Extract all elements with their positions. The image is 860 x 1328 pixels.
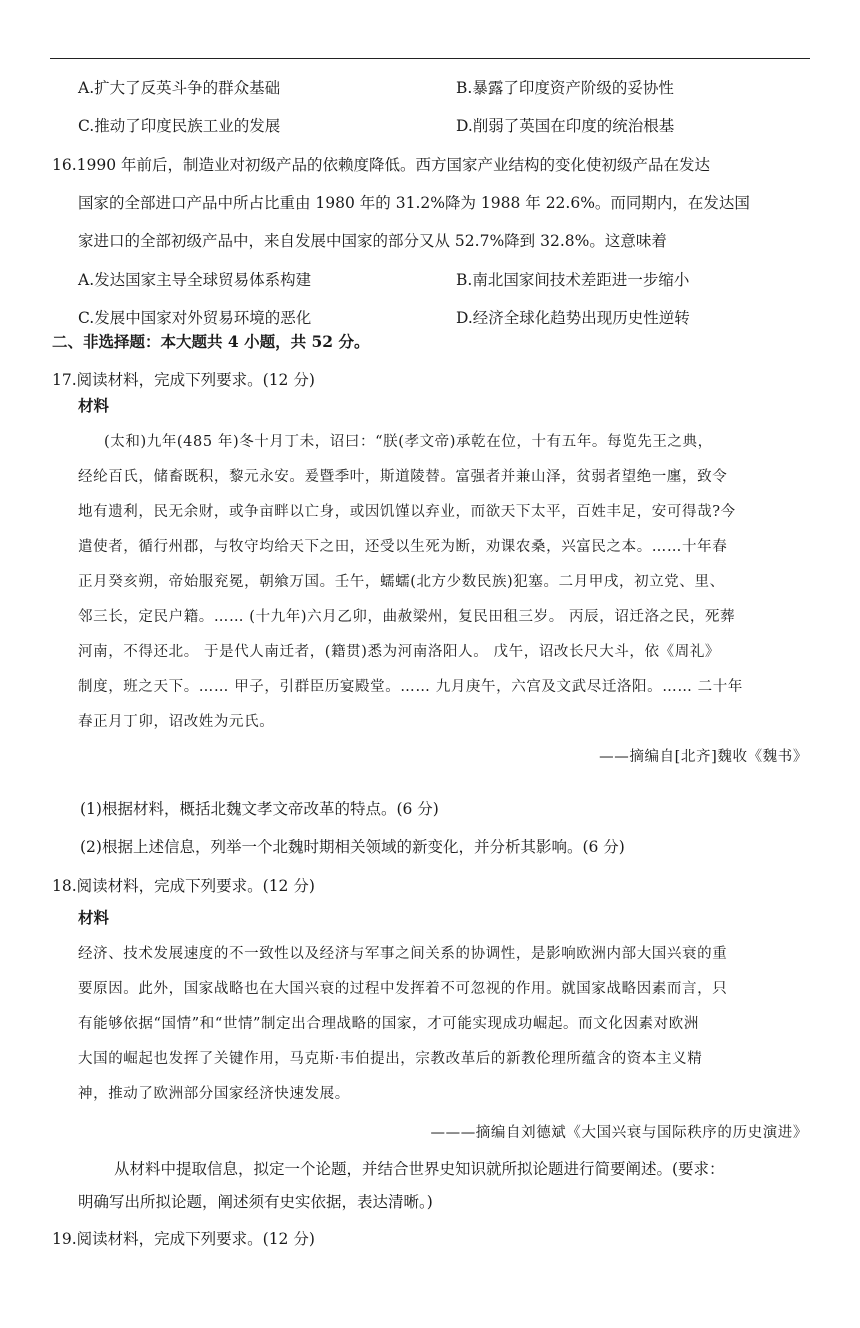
q17-material-line-2: 经纶百氏，储畜既积，黎元永安。爰暨季叶，斯道陵替。富强者并兼山泽，贫弱者望绝一廛，致令	[78, 469, 728, 485]
q17-material-line-5: 正月癸亥朔，帝始服兖冕，朝飨万国。壬午，蠕蠕(北方少数民族)犯塞。二月甲戌，初立党、里、	[78, 574, 725, 590]
q18-material-line-5: 神，推动了欧洲部分国家经济快速发展。	[78, 1086, 350, 1102]
header-rule	[50, 58, 810, 59]
q15-option-d: D.削弱了英国在印度的统治根基	[456, 117, 675, 135]
q17-material-line-8: 制度，班之天下。…… 甲子，引群臣历宴殿堂。…… 九月庚午，六宫及文武尽迁洛阳。…… 二十年	[78, 679, 743, 695]
q17-material-line-3: 地有遗利，民无余财，或争亩畔以亡身，或因饥馑以弃业，而欲天下太平，百姓丰足，安可得哉?今	[78, 504, 736, 520]
q17-subquestion-2: (2)根据上述信息，列举一个北魏时期相关领域的新变化，并分析其影响。(6 分)	[80, 838, 625, 856]
q16-stem-line-1: 16.1990 年前后，制造业对初级产品的依赖度降低。西方国家产业结构的变化使初级产品在发达	[52, 156, 711, 174]
q15-option-c: C.推动了印度民族工业的发展	[78, 117, 281, 135]
q15-option-a: A.扩大了反英斗争的群众基础	[78, 79, 281, 97]
q16-option-b: B.南北国家间技术差距进一步缩小	[456, 271, 690, 289]
q18-prompt-line-2: 明确写出所拟论题，阐述须有史实依据，表达清晰。)	[78, 1193, 433, 1211]
q17-material-line-4: 遣使者，循行州郡，与牧守均给天下之田，还受以生死为断，劝课农桑，兴富民之本。……十年春	[78, 539, 728, 555]
q16-stem-line-2: 国家的全部进口产品中所占比重由 1980 年的 31.2%降为 1988 年 22.6%。而同期内，在发达国	[78, 194, 750, 212]
q17-material-line-1: (太和)九年(485 年)冬十月丁未，诏曰：“朕(孝文帝)承乾在位，十有五年。每览先王之典，	[104, 434, 713, 450]
q18-material-line-1: 经济、技术发展速度的不一致性以及经济与军事之间关系的协调性，是影响欧洲内部大国兴衰的重	[78, 946, 728, 962]
q18-material-line-3: 有能够依据“国情”和“世情”制定出合理战略的国家，才可能实现成功崛起。而文化因素对欧洲	[78, 1016, 699, 1032]
q18-source: ———摘编自刘德斌《大国兴衰与国际秩序的历史演进》	[430, 1125, 808, 1141]
q19-title: 19.阅读材料，完成下列要求。(12 分)	[52, 1230, 315, 1248]
q18-material-line-4: 大国的崛起也发挥了关键作用，马克斯·韦伯提出，宗教改革后的新教伦理所蕴含的资本主义精	[78, 1051, 703, 1067]
q17-material-label: 材料	[78, 396, 110, 415]
section-2-heading: 二、非选择题：本大题共 4 小题，共 52 分。	[52, 332, 370, 351]
q18-material-line-2: 要原因。此外，国家战略也在大国兴衰的过程中发挥着不可忽视的作用。就国家战略因素而言，只	[78, 981, 728, 997]
q17-source: ——摘编自[北齐]魏收《魏书》	[599, 749, 808, 765]
q16-option-c: C.发展中国家对外贸易环境的恶化	[78, 309, 312, 327]
q17-material-line-6: 邻三长，定民户籍。…… (十九年)六月乙卯，曲赦梁州，复民田租三岁。 丙辰，诏迁洛之民，死葬	[78, 609, 736, 625]
q17-material-line-7: 河南，不得还北。 于是代人南迁者，(籍贯)悉为河南洛阳人。 戊午，诏改长尺大斗，依《周礼》	[78, 644, 721, 660]
q18-prompt-line-1: 从材料中提取信息，拟定一个论题，并结合世界史知识就所拟论题进行简要阐述。(要求：	[114, 1160, 725, 1178]
q18-title: 18.阅读材料，完成下列要求。(12 分)	[52, 877, 315, 895]
q15-option-b: B.暴露了印度资产阶级的妥协性	[456, 79, 674, 97]
q18-material-label: 材料	[78, 908, 110, 927]
q17-title: 17.阅读材料，完成下列要求。(12 分)	[52, 371, 315, 389]
q17-material-line-9: 春正月丁卯，诏改姓为元氏。	[78, 714, 275, 730]
q16-option-a: A.发达国家主导全球贸易体系构建	[78, 271, 312, 289]
q17-subquestion-1: (1)根据材料，概括北魏文孝文帝改革的特点。(6 分)	[80, 800, 439, 818]
q16-option-d: D.经济全球化趋势出现历史性逆转	[456, 309, 690, 327]
q16-stem-line-3: 家进口的全部初级产品中，来自发展中国家的部分又从 52.7%降到 32.8%。这意味着	[78, 232, 667, 250]
